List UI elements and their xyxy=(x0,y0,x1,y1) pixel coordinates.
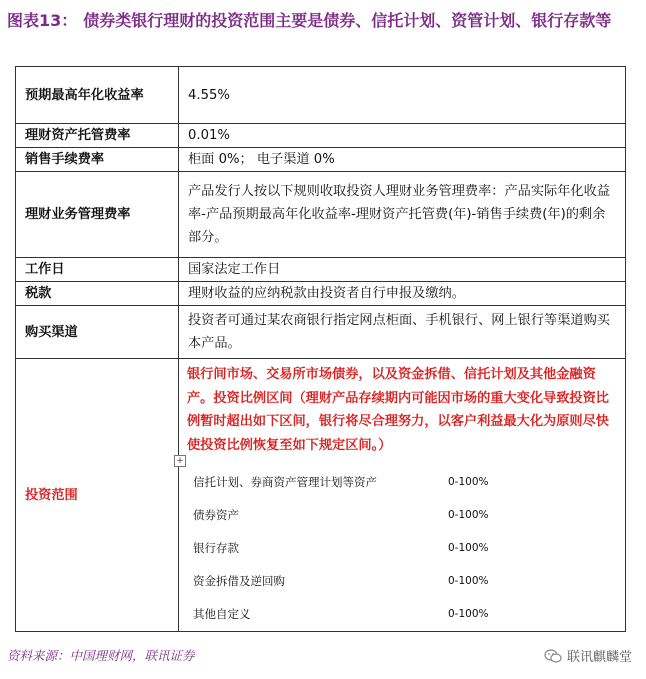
row-value: 4.55% xyxy=(179,67,626,124)
row-value: 0.01% xyxy=(179,124,626,148)
allocation-range: 0-100% xyxy=(448,608,489,620)
allocation-asset: 资金拆借及逆回购 xyxy=(193,574,285,588)
row-value: 柜面 0%； 电子渠道 0% xyxy=(179,148,626,172)
figure-title xyxy=(7,8,639,33)
allocation-range: 0-100% xyxy=(448,542,489,554)
product-terms-table xyxy=(15,66,626,632)
table-row xyxy=(16,124,626,148)
allocation-asset: 其他自定义 xyxy=(193,607,251,621)
table-row xyxy=(16,306,626,359)
allocation-range: 0-100% xyxy=(448,476,489,488)
source-note: 资料来源：中国理财网，联讯证券 xyxy=(7,648,195,663)
table-row xyxy=(16,67,626,124)
brand-name: 联讯麒麟堂 xyxy=(566,650,632,665)
figure-title-text: 债券类银行理财的投资范围主要是债券、信托计划、资管计划、银行存款等 xyxy=(83,11,612,30)
scope-description: 银行间市场、交易所市场债券，以及资金拆借、信托计划及其他金融资产。投资比例区间（理财产品存续期内可能因市场的重大变化导致投资比例暂时超出如下区间，银行将尽合理努力，以客户利益最大化为原则尽快使投资比例恢复至如下规定区间。） xyxy=(187,367,609,453)
row-value: 投资者可通过某农商银行指定网点柜面、手机银行、网上银行等渠道购买本产品。 xyxy=(179,306,626,359)
allocation-asset: 债券资产 xyxy=(193,508,239,522)
row-value: 理财收益的应纳税款由投资者自行申报及缴纳。 xyxy=(179,282,626,306)
allocation-row xyxy=(193,565,523,598)
table-row xyxy=(16,148,626,172)
row-value: 产品发行人按以下规则收取投资人理财业务管理费率：产品实际年化收益率-产品预期最高年化收益率-理财资产托管费(年)-销售手续费(年)的剩余部分。 xyxy=(179,172,626,258)
allocation-row xyxy=(193,466,523,499)
allocation-row xyxy=(193,499,523,532)
table-row xyxy=(16,359,626,632)
row-label: 理财业务管理费率 xyxy=(16,172,179,258)
brand-watermark xyxy=(544,646,632,665)
table-move-handle-icon[interactable]: + xyxy=(174,455,186,467)
allocation-row xyxy=(193,532,523,565)
table-row xyxy=(16,282,626,306)
row-value: 国家法定工作日 xyxy=(179,258,626,282)
row-label: 销售手续费率 xyxy=(16,148,179,172)
table-row xyxy=(16,172,626,258)
scope-label: 投资范围 xyxy=(16,359,179,632)
wechat-icon xyxy=(544,649,562,663)
row-label: 购买渠道 xyxy=(16,306,179,359)
allocation-asset: 银行存款 xyxy=(193,541,239,555)
allocation-range: 0-100% xyxy=(448,509,489,521)
row-label: 工作日 xyxy=(16,258,179,282)
scope-cell xyxy=(176,359,626,632)
table-row xyxy=(16,258,626,282)
allocation-range: 0-100% xyxy=(448,575,489,587)
allocation-table xyxy=(193,466,523,631)
allocation-asset: 信托计划、券商资产管理计划等资产 xyxy=(193,475,377,489)
row-label: 税款 xyxy=(16,282,179,306)
row-label: 预期最高年化收益率 xyxy=(16,67,179,124)
allocation-row xyxy=(193,598,523,631)
figure-label: 图表13： xyxy=(7,11,78,30)
row-label: 理财资产托管费率 xyxy=(16,124,179,148)
